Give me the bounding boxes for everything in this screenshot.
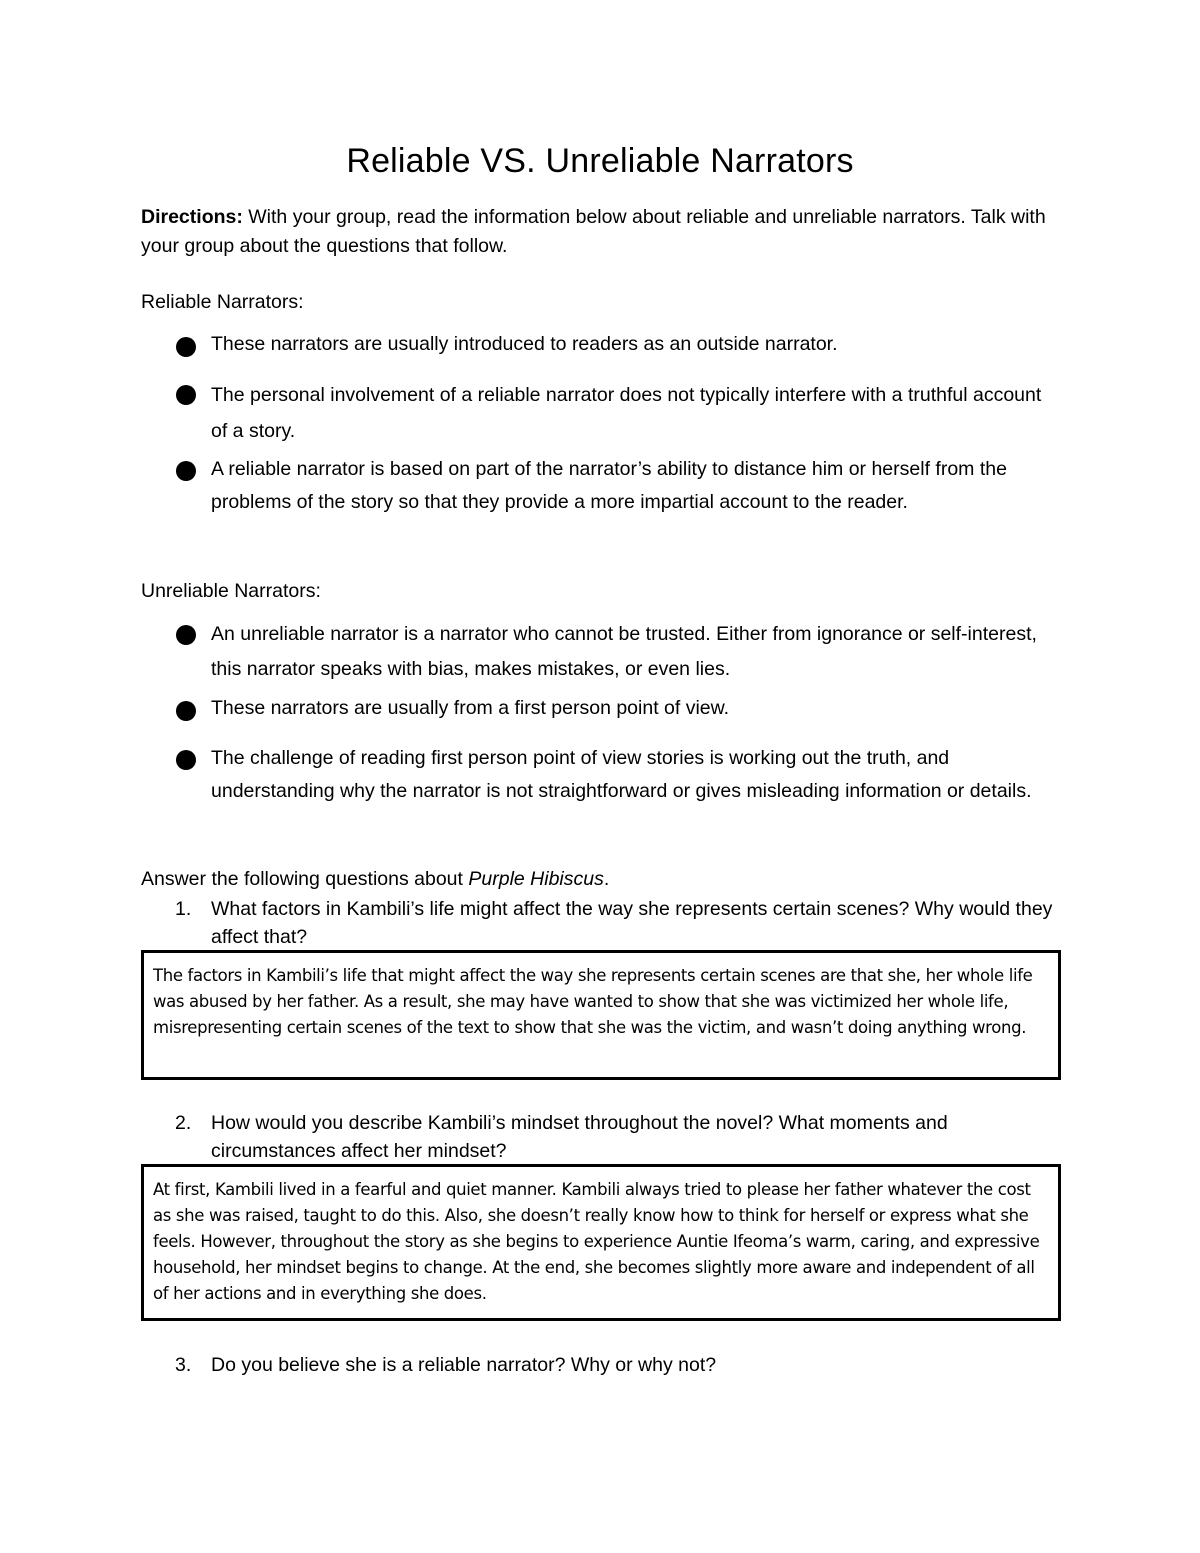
unreliable-item-2: These narrators are usually from a first person point of view. [211, 697, 730, 719]
directions-paragraph [141, 203, 1061, 261]
unreliable-item-1: An unreliable narrator is a narrator who cannot be trusted. Either from ignorance or self-interest, this narrator speaks with bias, makes mistakes, or even lies. [211, 623, 1037, 680]
question-1-text: What factors in Kambili’s life might affect the way she represents certain scenes? Why would they affect that? [211, 898, 1053, 948]
directions-text: With your group, read the information below about reliable and unreliable narrators. Talk with your group about the questions that follow. [141, 206, 1046, 257]
reliable-item-1: These narrators are usually introduced to readers as an outside narrator. [211, 333, 838, 355]
directions-label: Directions: [141, 206, 243, 228]
question-3-number: 3. [175, 1354, 192, 1376]
unreliable-heading: Unreliable Narrators: [141, 580, 321, 602]
bullet-icon [176, 625, 196, 645]
questions-intro [141, 865, 609, 894]
bullet-icon [176, 385, 196, 405]
question-2-number: 2. [175, 1112, 192, 1134]
reliable-heading: Reliable Narrators: [141, 291, 304, 313]
answer-2-box[interactable]: At first, Kambili lived in a fearful and quiet manner. Kambili always tried to please her father whatever the cost as she was raised, taught to do this. Also, she doesn’t really know how to think for herself or express what she feels. However, throughout the story as she begins to experience Auntie Ifeoma’s warm, caring, and expressive household, her mindset begins to change. At the end, she becomes slightly more aware and independent of all of her actions and in everything she does. [141, 1164, 1061, 1321]
unreliable-item-3: The challenge of reading first person point of view stories is working out the truth, and understanding why the narrator is not straightforward or gives misleading information or details. [211, 747, 1032, 802]
reliable-item-2: The personal involvement of a reliable narrator does not typically interfere with a truthful account of a story. [211, 384, 1042, 442]
questions-intro-suffix: . [603, 868, 610, 890]
questions-intro-prefix: Answer the following questions about [141, 868, 469, 890]
reliable-item-3: A reliable narrator is based on part of the narrator’s ability to distance him or herself from the problems of the story so that they provide a more impartial account to the reader. [211, 458, 1007, 513]
bullet-icon [176, 750, 196, 770]
question-2-text: How would you describe Kambili’s mindset throughout the novel? What moments and circumstances affect her mindset? [211, 1112, 948, 1162]
page-title: Reliable VS. Unreliable Narrators [346, 142, 854, 180]
question-1-number: 1. [175, 898, 192, 920]
bullet-icon [176, 461, 196, 481]
answer-1-box[interactable]: The factors in Kambili’s life that might affect the way she represents certain scenes are that she, her whole life was abused by her father. As a result, she may have wanted to show that she was victimized her whole life, misrepresenting certain scenes of the text to show that she was the victim, and wasn’t doing anything wrong. [141, 950, 1061, 1080]
book-title: Purple Hibiscus [468, 868, 604, 890]
question-3-text: Do you believe she is a reliable narrator? Why or why not? [211, 1354, 717, 1376]
bullet-icon [176, 337, 196, 357]
bullet-icon [176, 701, 196, 721]
